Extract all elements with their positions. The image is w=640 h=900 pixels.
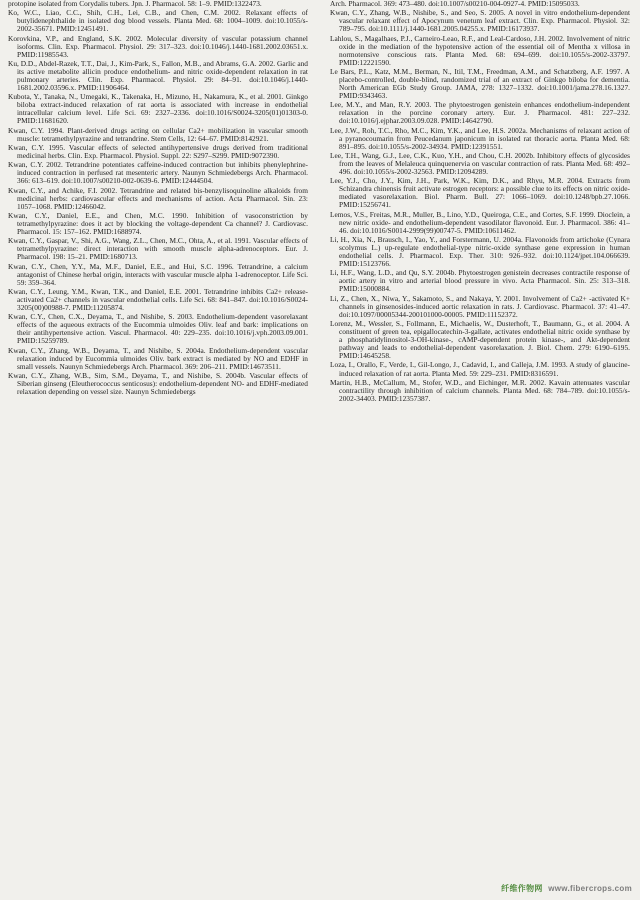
reference-entry: Lee, M.Y., and Man, R.Y. 2003. The phytoestrogen genistein enhances endothelium-independent relaxation in the porcine coronary artery. Eur. J. Pharmacol. 481: 227–232. doi:10.1016/j.ejphar.2003.09.028. PMID:14642790. [330, 100, 630, 126]
reference-entry: Lemos, V.S., Freitas, M.R., Muller, B., Lino, Y.D., Queiroga, C.E., and Cortes, S.F. 1999. Dioclein, a new nitric oxide- and endothelium-dependent vasodilator flavonoid. Eur. J. Pharmacol. 386: 41–46. doi:10.1016/S0014-2999(99)00747-5. PMID:10611462. [330, 209, 630, 235]
reference-entry: Kwan, C.Y., Zhang, W.B., Sim, S.M., Deyama, T., and Nishibe, S. 2004b. Vascular effects of Siberian ginseng (Eleutherococcus senticosus): endothelium-dependent NO- and EDHF-mediated relaxation depending on vessel size. Naunyn Schmiedebergs [8, 370, 308, 396]
watermark-cn-text: 纤维作物网 [501, 884, 543, 893]
reference-entry: Loza, I., Orallo, F., Verde, I., Gil-Longo, J., Cadavid, I., and Calleja, J.M. 1993. A study of glaucine-induced relaxation of rat aorta. Planta Med. 59: 229–231. PMID:8316591. [330, 360, 630, 378]
reference-entry: Kwan, C.Y., Zhang, W.B., Nishibe, S., and Seo, S. 2005. A novel in vitro endothelium-dependent vascular relaxant effect of Apocynum venetum leaf extract. Clin. Exp. Pharmacol. Physiol. 32: 789–795. doi:10.1111/j.1440-1681.2005.04255.x. PMID:16173937. [330, 8, 630, 34]
reference-entry: Kwan, C.Y. 1994. Plant-derived drugs acting on cellular Ca2+ mobilization in vascular smooth muscle: tetramethylpyrazine and tetrandrine. Stem Cells, 12: 64–67. PMID:8142921. [8, 125, 308, 143]
reference-entry: Ko, W.C., Liao, C.C., Shih, C.H., Lei, C.B., and Chen, C.M. 2002. Relaxant effects of butylidenephthalide in isolated dog blood vessels. Planta Med. 68: 1004–1009. doi:10.1055/s-2002-35671. PMID:12451491. [8, 8, 308, 34]
reference-entry: Lorenz, M., Wessler, S., Follmann, E., Michaelis, W., Dusterhoft, T., Baumann, G., et al. 2004. A constituent of green tea, epigallocatechin-3-gallate, activates endothelial nitric oxide synthase by a phosphatidylinositol-3-OH-kinase-, cAMP-dependent protein kinase-, and Akt-dependent pathway and leads to endothelial-dependent vasorelaxation. J. Biol. Chem. 279: 6190–6195. PMID:14645258. [330, 319, 630, 361]
reference-entry: Ku, D.D., Abdel-Razek, T.T., Dai, J., Kim-Park, S., Fallon, M.B., and Abrams, G.A. 2002. Garlic and its active metabolite allicin produce endothelium- and nitric oxide-dependent relaxation in rat pulmonary arteries. Clin. Exp. Pharmacol. Physiol. 29: 84–91. doi:10.1046/j.1440-1681.2002.03596.x. PMID:11906464. [8, 58, 308, 93]
reference-entry: Kwan, C.Y., Chen, Y.Y., Ma, M.F., Daniel, E.E., and Hui, S.C. 1996. Tetrandrine, a calcium antagonist of Chinese herbal origin, interacts with vascular muscle alpha 1-adrenoceptor. Life Sci. 59: 359–364. [8, 261, 308, 287]
reference-entry: Le Bars, P.L., Katz, M.M., Berman, N., Itil, T.M., Freedman, A.M., and Schatzberg, A.F. 1997. A placebo-controlled, double-blind, randomized trial of an extract of Ginkgo biloba for dementia. North American EGb Study Group. JAMA, 278: 1327–1332. doi:10.1001/jama.278.16.1327. PMID:9343463. [330, 66, 630, 101]
reference-entry: Li, H.F., Wang, L.D., and Qu, S.Y. 2004b. Phytoestrogen genistein decreases contractile response of aortic artery in vitro and arterial blood pressure in vivo. Acta Pharmacol. Sin. 25: 313–318. PMID:15000884. [330, 268, 630, 294]
reference-entry: Kubota, Y., Tanaka, N., Umegaki, K., Takenaka, H., Mizuno, H., Nakamura, K., et al. 2001. Ginkgo biloba extract-induced relaxation of rat aorta is associated with increase in endothelial intracellular calcium level. Life Sci. 69: 2327–2336. doi:10.1016/S0024-3205(01)01303-0. PMID:11681620. [8, 92, 308, 126]
reference-entry: Korovkina, V.P., and England, S.K. 2002. Molecular diversity of vascular potassium channel isoforms. Clin. Exp. Pharmacol. Physiol. 29: 317–323. doi:10.1046/j.1440-1681.2002.03651.x. PMID:11985543. [8, 33, 308, 59]
reference-entry: Lahlou, S., Magalhaes, P.J., Carneiro-Leao, R.F., and Leal-Cardoso, J.H. 2002. Involvement of nitric oxide in the mediation of the hypotensive action of the essential oil of Mentha x villosa in normotensive conscious rats. Planta Med. 68: 694–699. doi:10.1055/s-2002-33797. PMID:12221590. [330, 33, 630, 67]
reference-entry: Martin, H.B., McCallum, M., Stofer, W.D., and Eichinger, M.R. 2002. Kavain attenuates vascular contractility through inhibition of calcium channels. Planta Med. 68: 784–789. doi:10.1055/s-2002-34403. PMID:12357387. [330, 377, 630, 403]
reference-entry: Kwan, C.Y., Chen, C.X., Deyama, T., and Nishibe, S. 2003. Endothelium-dependent vasorelaxant effects of the aqueous extracts of the Eucommia ulmoides Oliv. leaf and bark: implications on their antihypertensive action. Vascul. Pharmacol. 40: 229–235. doi:10.1016/j.vph.2003.09.001. PMID:15259789. [8, 312, 308, 346]
reference-entry: Lee, T.H., Wang, G.J., Lee, C.K., Kuo, Y.H., and Chou, C.H. 2002b. Inhibitory effects of glycosides from the leaves of Melaleuca quinquenervia on vascular contraction of rats. Planta Med. 68: 492–496. doi:10.1055/s-2002-32563. PMID:12094289. [330, 150, 630, 177]
reference-entry: Kwan, C.Y. 1995. Vascular effects of selected antihypertensive drugs derived from traditional medicinal herbs. Clin. Exp. Pharmacol. Physiol. Suppl. 22: S297–S299. PMID:9072390. [8, 142, 308, 160]
reference-entry: Kwan, C.Y. 2002. Tetrandrine potentiates caffeine-induced contraction but inhibits phenylephrine-induced contraction in perfused rat mesenteric artery. Naunyn Schmiedebergs Arch. Pharmacol. 366: 613–619. doi:10.1007/s00210-002-0639-6. PMID:12444504. [8, 160, 308, 186]
watermark-url-text: www.fibercrops.com [548, 884, 632, 893]
reference-column-left [8, 0, 308, 397]
reference-entry: Lee, J.W., Roh, T.C., Rho, M.C., Kim, Y.K., and Lee, H.S. 2002a. Mechanisms of relaxant action of a pyranocoumarin from Peucedanum japonicum in isolated rat thoracic aorta. Planta Med. 68: 891–895. doi:10.1055/s-2002-34934. PMID:12391551. [330, 125, 630, 151]
reference-entry: Lee, Y.J., Cho, J.Y., Kim, J.H., Park, W.K., Kim, D.K., and Rhyu, M.R. 2004. Extracts from Schizandra chinensis fruit activate estrogen receptors: a possible clue to its effects on nitric oxide-mediated vasorelaxation. Biol. Pharm. Bull. 27: 1066–1069. doi:10.1248/bpb.27.1066. PMID:15256741. [330, 176, 630, 210]
reference-entry: Arch. Pharmacol. 369: 473–480. doi:10.1007/s00210-004-0927-4. PMID:15095033. [330, 0, 580, 8]
reference-entry: protopine isolated from Corydalis tubers. Jpn. J. Pharmacol. 58: 1–9. PMID:1322473. [8, 0, 262, 8]
reference-entry: Kwan, C.Y., Daniel, E.E., and Chen, M.C. 1990. Inhibition of vasoconstriction by tetramethylpyrazine: does it act by blocking the voltage-dependent Ca channel? J. Cardiovasc. Pharmacol. 15: 157–162. PMID:1688974. [8, 210, 308, 236]
reference-entry: Kwan, C.Y., Leung, Y.M., Kwan, T.K., and Daniel, E.E. 2001. Tetrandrine inhibits Ca2+ release-activated Ca2+ channels in vascular endothelial cells. Life Sci. 68: 841–847. doi:10.1016/S0024-3205(00)00988-7. PMID:11205874. [8, 286, 308, 312]
reference-entry: Kwan, C.Y., and Achike, F.I. 2002. Tetrandrine and related bis-benzylisoquinoline alkaloids from medicinal herbs: cardiovascular effects and mechanisms of action. Acta Pharmacol. Sin. 23: 1057–1068. PMID:12466042. [8, 185, 308, 211]
site-watermark [501, 883, 632, 894]
reference-entry: Li, Z., Chen, X., Niwa, Y., Sakamoto, S., and Nakaya, Y. 2001. Involvement of Ca2+ -activated K+ channels in ginsenosides-induced aortic relaxation in rats. J. Cardiovasc. Pharmacol. 37: 41–47. doi:10.1097/00005344-200101000-00005. PMID:11152372. [330, 293, 630, 319]
reference-entry: Li, H., Xia, N., Brausch, I., Yao, Y., and Forstermann, U. 2004a. Flavonoids from artichoke (Cynara scolymus L.) up-regulate endothelial-type nitric-oxide synthase gene expression in human endothelial cells. J. Pharmacol. Exp. Ther. 310: 926–932. doi:10.1124/jpet.104.066639. PMID:15123766. [330, 235, 630, 269]
reference-entry: Kwan, C.Y., Zhang, W.B., Deyama, T., and Nishibe, S. 2004a. Endothelium-dependent vascular relaxation induced by Eucommia ulmoides Oliv. bark extract is mediated by NO and EDHF in small vessels. Naunyn Schmiedebergs Arch. Pharmacol. 369: 206–211. PMID:14673511. [8, 345, 308, 371]
reference-entry: Kwan, C.Y., Gaspar, V., Shi, A.G., Wang, Z.L., Chen, M.C., Ohta, A., et al. 1991. Vascular effects of tetramethylpyrazine: direct interaction with smooth muscle alpha-adrenoceptors. Eur. J. Pharmacol. 198: 15–21. PMID:1680713. [8, 236, 308, 262]
reference-column-right [330, 0, 630, 404]
